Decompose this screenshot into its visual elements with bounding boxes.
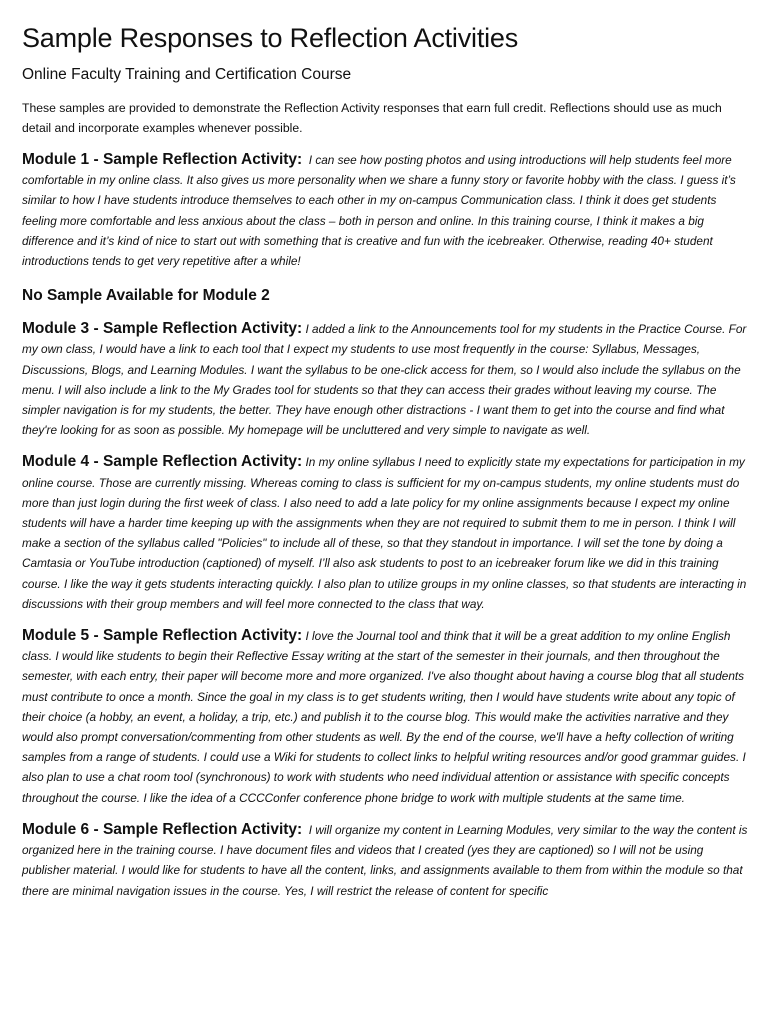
module-3-heading: Module 3 - Sample Reflection Activity: bbox=[22, 320, 303, 338]
module-5-heading: Module 5 - Sample Reflection Activity: bbox=[22, 627, 303, 645]
page-title: Sample Responses to Reflection Activities bbox=[22, 23, 519, 53]
module-6-body: I will organize my content in Learning Modules, very similar to the way the content is organized here in the training course. I have document files and videos that I created (yes they are captioned) so I will not be using publisher material. I would like for students to have all the content, links, and assignments available to them from within the module so that there are minimal navigation issues in the course. Yes, I will restrict the release of content for specific bbox=[22, 822, 748, 898]
module-1-section bbox=[22, 150, 750, 271]
module-1-heading: Module 1 - Sample Reflection Activity: bbox=[22, 151, 303, 168]
module-4-body: In my online syllabus I need to explicitly state my expectations for participation in my online course. Those are currently missing. Whereas coming to class is sufficient for my on-campus students, my online students must do more than just login during the first week of class. I also need to add a late policy for my online assignments because I expect my online students will have a harder time keeping up with the assignments when they are not required to submit them to me in person. I think I will make a section of the syllabus called "Policies" to include all of these, so that they standout in importance. I will set the tone by doing a Camtasia or YouTube introduction (captioned) of myself. I’ll also ask students to post to an icebreaker forum like we did in this training course. I like the way it gets students interacting quickly. I also plan to utilize groups in my online classes, so that students are interacting in discussions with their group members and will feel more connected to the class that way. bbox=[22, 455, 747, 611]
module-5-body: I love the Journal tool and think that it will be a great addition to my online English class. I would like students to begin their Reflective Essay writing at the start of the semester in their journals, and then throughout the semester, with each entry, their paper will become more and more organized. I've also thought about having a course blog that all students must contribute to once a month. Since the goal in my class is to get students writing, then I would have students write about any topic of their choice (a hobby, an event, a holiday, a trip, etc.) and publish it to the course blog. This would make the activities narrative and they would also prompt conversation/commenting from other students as well. By the end of the course, we'll have a hefty collection of writing samples from a range of students. I could use a Wiki for students to collect links to helpful writing resources and/or good grammar guides. I also plan to use a chat room tool (synchronous) to work with students who need individual attention or assistance with specific concepts throughout the course. I like the idea of a CCCConfer conference phone bridge to work with multiple students at the same time. bbox=[22, 629, 746, 805]
page-subtitle: Online Faculty Training and Certification Course bbox=[22, 66, 352, 83]
document-page bbox=[22, 20, 750, 901]
module-2-note: No Sample Available for Module 2 bbox=[22, 287, 270, 305]
module-1-body: I can see how posting photos and using introductions will help students feel more comfortable in my online class. It also gives us more personality when we share a funny story or favorite hobby with the class. I guess it’s similar to how I have students introduce themselves to each other in my on-campus Communication class. I think it does get students feeling more comfortable and less anxious about the class – both in person and online. In this training course, I think it makes a big difference and it’s kind of nice to start out with something that is creative and fun with the icebreaker. Otherwise, reading 40+ student introductions tends to get very repetitive after a while! bbox=[22, 153, 736, 269]
module-3-body: I added a link to the Announcements tool for my students in the Practice Course. For my own class, I would have a link to each tool that I expect my students to use most frequently in the course: Syllabus, Messages, Discussions, Blogs, and Learning Modules. I want the syllabus to be one-click access for them, so I would also include the syllabus on the menu. I will also include a link to the My Grades tool for students so that they can access their grades without leaving my course. The simpler navigation is for my students, the better. They have enough other distractions - I want them to get into the course and find what they're looking for as soon as possible. My homepage will be uncluttered and very simple to navigate as well. bbox=[22, 322, 747, 438]
module-3-section bbox=[22, 319, 750, 440]
module-6-section bbox=[22, 820, 750, 901]
module-4-heading: Module 4 - Sample Reflection Activity: bbox=[22, 453, 303, 471]
module-4-section bbox=[22, 452, 750, 614]
module-6-heading: Module 6 - Sample Reflection Activity: bbox=[22, 820, 303, 838]
intro-paragraph: These samples are provided to demonstrate the Reflection Activity responses that earn full credit. Reflections should use as much detail and incorporate examples whenever possible. bbox=[22, 101, 722, 135]
module-5-section bbox=[22, 626, 750, 808]
